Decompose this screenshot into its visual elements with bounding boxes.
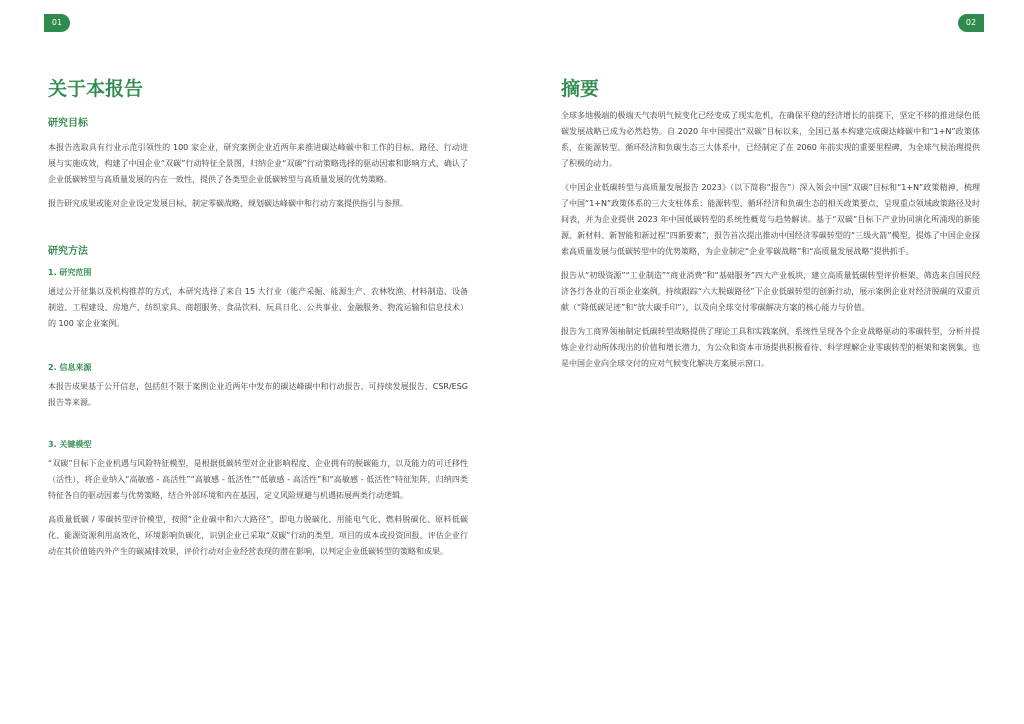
goal-paragraph: 本报告选取具有行业示范引领性的 100 家企业，研究案例企业近两年来推进碳达峰碳中和工作的目标、路径、行动进展与实施成效，构建了中国企业“双碳”行动特征全景图，归纳企业“双碳”行动策略选择的驱动因素和影响方式，确认了企业低碳转型与高质量发展的内在一致性，提供了各类型企业低碳转型与高质量发展的优势策略。 [48,143,468,184]
method-paragraph: 本报告成果基于公开信息，包括但不限于案例企业近两年中发布的碳达峰碳中和行动报告、可持续发展报告、CSR/ESG 报告等来源。 [48,382,468,407]
section-heading-goal: 研究目标 [48,118,88,129]
goal-paragraph: 报告研究成果或能对企业设定发展目标、制定零碳战略、规划碳达峰碳中和行动方案提供指引与参照。 [48,199,408,208]
page-number-left: 01 [44,14,70,32]
method-paragraph: “双碳”目标下企业机遇与风险特征模型，是根据低碳转型对企业影响程度、企业拥有的脱碳能力，以及能力的可迁移性（活性），将企业纳入“高敏感 - 高活性”“高敏感 - 低活性”“低敏感 - 高活性”和“高敏感 - 低活性”特征矩阵，归纳四类特征各自的驱动因素与优势策略，结合外部环境和内在基因，定义风险规避与机遇拓展两类行动逻辑。 [48,459,468,500]
section-heading-method: 研究方法 [48,246,88,257]
summary-paragraph: 全球多地极端的极端天气表明气候变化已经变成了现实危机，在确保平稳的经济增长的前提下，坚定不移的推进绿色低碳发展战略已成为必然趋势。自 2020 年中国提出“双碳”目标以来，全国已基本构建完成碳达峰碳中和“1+N”政策体系，在能源转型、循环经济和负碳生态三大体系中，已经制定了在 2060 年前实现的重要里程碑，为全球气候治理提供了积极的动力。 [561,111,980,168]
right-column [561,76,980,372]
method-paragraph: 通过公开征集以及机构推荐的方式，本研究选择了来自 15 大行业（能产采掘、能源生产、农林牧渔、材料制造、设备制造、工程建设、房地产、纺织家具、商超服务、食品饮料、玩具日化、公共事业、金融服务、物流运输和信息技术）的 100 家企业案例。 [48,287,468,328]
method-paragraph: 高质量低碳 / 零碳转型评价模型，按照“企业碳中和六大路径”，即电力脱碳化、用能电气化、燃料脱碳化、原料低碳化、能源资源利用高效化、环境影响负碳化，识别企业已采取“双碳”行动的类型、项目的成本或投资回报，评估企业行动在其价值链内外产生的碳减排效果，评价行动对企业经营表现的潜在影响，以判定企业低碳转型的策略和成果。 [48,515,468,556]
summary-paragraph: 报告为工商界领袖制定低碳转型战略提供了理论工具和实践案例，系统性呈现各个企业战略驱动的零碳转型，分析并提炼企业行动所体现出的价值和增长潜力，为公众和资本市场提供积极看待、科学理解企业零碳转型的框架和案例集，也是中国企业向全球交付的应对气候变化解决方案展示窗口。 [561,327,980,368]
summary-title: 摘要 [561,78,600,100]
method-subheading: 1. 研究范围 [48,268,92,277]
method-subheading: 2. 信息来源 [48,363,92,372]
method-subheading: 3. 关键模型 [48,440,92,449]
left-column [48,76,468,560]
summary-paragraph: 报告从“初级资源”“工业制造”“商业消费”和“基础服务”四大产业板块，建立高质量低碳转型评价框架，筛选来自国民经济各行各业的百项企业案例，持续跟踪“六大脱碳路径”下企业低碳转型的创新行动，展示案例企业对经济脱碳的双重贡献（“降低碳足迹”和“放大碳手印”），以及向全球交付零碳解决方案的核心能力与价值。 [561,271,980,312]
summary-paragraph: 《中国企业低碳转型与高质量发展报告 2023》（以下简称“报告”）深入领会中国“双碳”目标和“1+N”政策精神，梳理了中国“1+N”政策体系的三大支柱体系：能源转型、循环经济和负碳生态的相关政策要点，呈现重点领域政策路径及时间表，并为企业提供 2023 年中国低碳转型的系统性概览与趋势解读。基于“双碳”目标下产业协同演化所涌现的新能源、新材料、新智能和新过程“四新要素”，报告首次提出推动中国经济零碳转型的“三级火箭”模型，提炼了中国企业探索高质量发展与低碳转型中的优势策略，为企业制定“企业零碳战略”和“高质量发展战略”提供抓手。 [561,183,980,256]
page-title: 关于本报告 [48,78,144,100]
page-number-right: 02 [958,14,984,32]
